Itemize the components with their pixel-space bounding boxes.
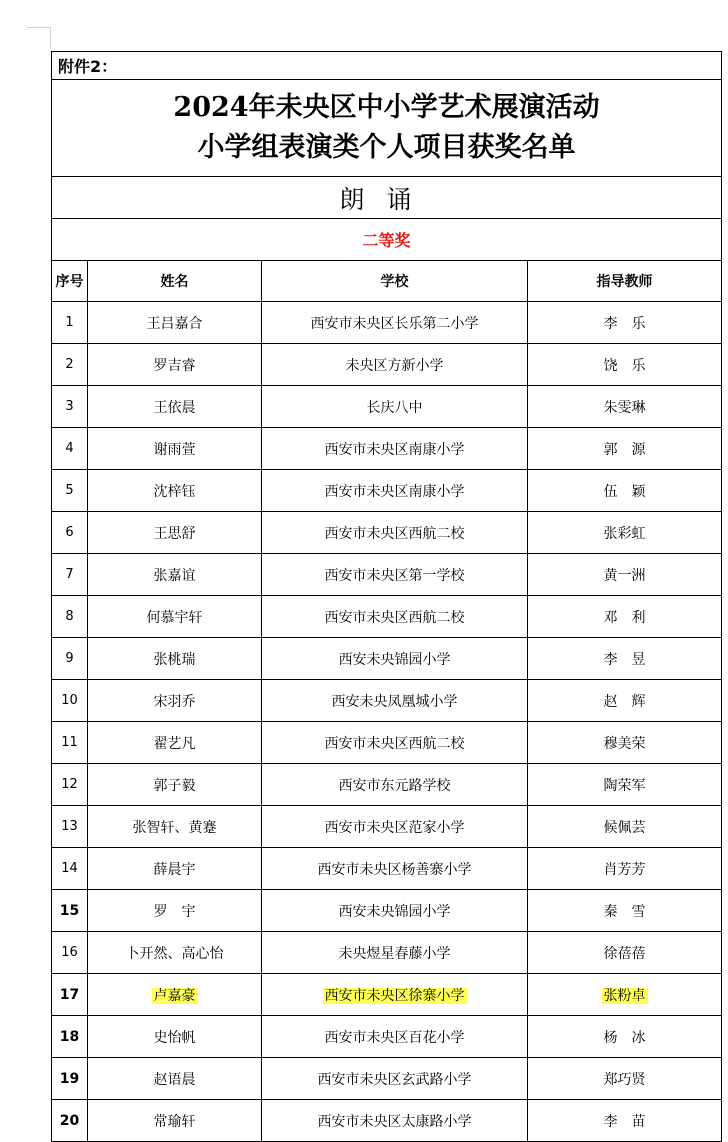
cell-no: 16 <box>52 932 88 974</box>
award-list-sheet <box>51 51 721 1142</box>
cell-no: 13 <box>52 806 88 848</box>
table-row <box>52 1100 722 1142</box>
cell-no: 7 <box>52 554 88 596</box>
cell-teacher: 伍 颖 <box>528 470 722 512</box>
cell-name: 赵语晨 <box>88 1058 262 1100</box>
cell-teacher: 陶荣军 <box>528 764 722 806</box>
table-row <box>52 722 722 764</box>
cell-name: 常瑜轩 <box>88 1100 262 1142</box>
table-row <box>52 596 722 638</box>
title-line-2: 小学组表演类个人项目获奖名单 <box>197 132 576 163</box>
table-row <box>52 890 722 932</box>
cell-name: 翟艺凡 <box>88 722 262 764</box>
table-row <box>52 1058 722 1100</box>
cell-name: 卜开然、高心怡 <box>88 932 262 974</box>
header-no: 序号 <box>52 261 88 302</box>
document-title <box>52 80 722 177</box>
table-row <box>52 932 722 974</box>
award-table <box>51 51 722 1142</box>
cell-no: 6 <box>52 512 88 554</box>
table-row <box>52 848 722 890</box>
cell-name: 罗 宇 <box>88 890 262 932</box>
cell-teacher: 赵 辉 <box>528 680 722 722</box>
cell-no: 18 <box>52 1016 88 1058</box>
cell-teacher: 李 乐 <box>528 302 722 344</box>
cell-teacher: 郑巧贤 <box>528 1058 722 1100</box>
header-teacher: 指导教师 <box>528 261 722 302</box>
table-row <box>52 554 722 596</box>
cell-no: 4 <box>52 428 88 470</box>
cell-no: 20 <box>52 1100 88 1142</box>
cell-school: 未央煜星春藤小学 <box>262 932 528 974</box>
cell-name: 宋羽乔 <box>88 680 262 722</box>
table-row <box>52 470 722 512</box>
cell-teacher: 李 苗 <box>528 1100 722 1142</box>
cell-no: 3 <box>52 386 88 428</box>
table-row <box>52 680 722 722</box>
cell-no: 2 <box>52 344 88 386</box>
table-row <box>52 428 722 470</box>
cell-teacher: 候佩芸 <box>528 806 722 848</box>
award-level: 二等奖 <box>52 219 722 261</box>
cell-no: 17 <box>52 974 88 1016</box>
cell-name: 史怡帆 <box>88 1016 262 1058</box>
table-row <box>52 764 722 806</box>
cell-teacher: 杨 冰 <box>528 1016 722 1058</box>
cell-school: 西安未央锦园小学 <box>262 638 528 680</box>
cell-teacher: 郭 源 <box>528 428 722 470</box>
cell-teacher: 张彩虹 <box>528 512 722 554</box>
cell-school: 西安市未央区百花小学 <box>262 1016 528 1058</box>
cell-teacher: 秦 雪 <box>528 890 722 932</box>
cell-no: 10 <box>52 680 88 722</box>
cell-no: 19 <box>52 1058 88 1100</box>
cell-teacher: 饶 乐 <box>528 344 722 386</box>
cell-no: 5 <box>52 470 88 512</box>
cell-teacher: 穆美荣 <box>528 722 722 764</box>
cell-name: 张桃瑞 <box>88 638 262 680</box>
cell-school: 西安市未央区南康小学 <box>262 428 528 470</box>
cell-name <box>88 974 262 1016</box>
cell-teacher: 徐蓓蓓 <box>528 932 722 974</box>
table-header-row <box>52 261 722 302</box>
cell-name: 罗吉睿 <box>88 344 262 386</box>
cell-school <box>262 974 528 1016</box>
cell-name: 沈梓钰 <box>88 470 262 512</box>
cell-no: 8 <box>52 596 88 638</box>
cell-teacher: 李 昱 <box>528 638 722 680</box>
cell-school: 西安市未央区杨善寨小学 <box>262 848 528 890</box>
table-row <box>52 806 722 848</box>
sheet-corner-mark <box>27 27 51 28</box>
cell-no: 15 <box>52 890 88 932</box>
cell-no: 1 <box>52 302 88 344</box>
cell-school: 未央区方新小学 <box>262 344 528 386</box>
cell-no: 14 <box>52 848 88 890</box>
cell-school: 西安未央凤凰城小学 <box>262 680 528 722</box>
sheet-corner-mark-vertical <box>50 27 51 49</box>
category-heading: 朗诵 <box>52 177 722 219</box>
highlighted-text: 卢嘉豪 <box>153 987 196 1004</box>
table-row <box>52 302 722 344</box>
cell-school: 西安未央锦园小学 <box>262 890 528 932</box>
cell-teacher: 邓 利 <box>528 596 722 638</box>
cell-teacher: 肖芳芳 <box>528 848 722 890</box>
cell-school: 西安市未央区太康路小学 <box>262 1100 528 1142</box>
cell-school: 西安市未央区西航二校 <box>262 722 528 764</box>
cell-name: 郭子毅 <box>88 764 262 806</box>
attachment-label: 附件2： <box>52 52 722 80</box>
cell-school: 西安市未央区第一学校 <box>262 554 528 596</box>
cell-school: 西安市未央区西航二校 <box>262 512 528 554</box>
cell-no: 11 <box>52 722 88 764</box>
cell-name: 张智轩、黄蹇 <box>88 806 262 848</box>
cell-teacher: 朱雯琳 <box>528 386 722 428</box>
cell-name: 何慕宇轩 <box>88 596 262 638</box>
highlighted-text: 张粉卓 <box>603 987 646 1004</box>
cell-school: 西安市未央区西航二校 <box>262 596 528 638</box>
cell-school: 西安市未央区范家小学 <box>262 806 528 848</box>
header-school: 学校 <box>262 261 528 302</box>
cell-no: 9 <box>52 638 88 680</box>
cell-school: 西安市未央区长乐第二小学 <box>262 302 528 344</box>
cell-school: 西安市未央区玄武路小学 <box>262 1058 528 1100</box>
cell-name: 薛晨宇 <box>88 848 262 890</box>
cell-name: 张嘉谊 <box>88 554 262 596</box>
table-row <box>52 344 722 386</box>
table-row <box>52 974 722 1016</box>
table-row <box>52 1016 722 1058</box>
cell-school: 长庆八中 <box>262 386 528 428</box>
cell-name: 王思舒 <box>88 512 262 554</box>
table-row <box>52 386 722 428</box>
header-name: 姓名 <box>88 261 262 302</box>
cell-school: 西安市未央区南康小学 <box>262 470 528 512</box>
highlighted-text: 西安市未央区徐寨小学 <box>324 987 465 1004</box>
cell-name: 王吕嘉合 <box>88 302 262 344</box>
cell-no: 12 <box>52 764 88 806</box>
cell-teacher: 黄一洲 <box>528 554 722 596</box>
table-row <box>52 512 722 554</box>
cell-school: 西安市东元路学校 <box>262 764 528 806</box>
cell-name: 谢雨萱 <box>88 428 262 470</box>
title-line-1: 2024年未央区中小学艺术展演活动 <box>173 92 600 123</box>
table-row <box>52 638 722 680</box>
cell-name: 王依晨 <box>88 386 262 428</box>
cell-teacher <box>528 974 722 1016</box>
